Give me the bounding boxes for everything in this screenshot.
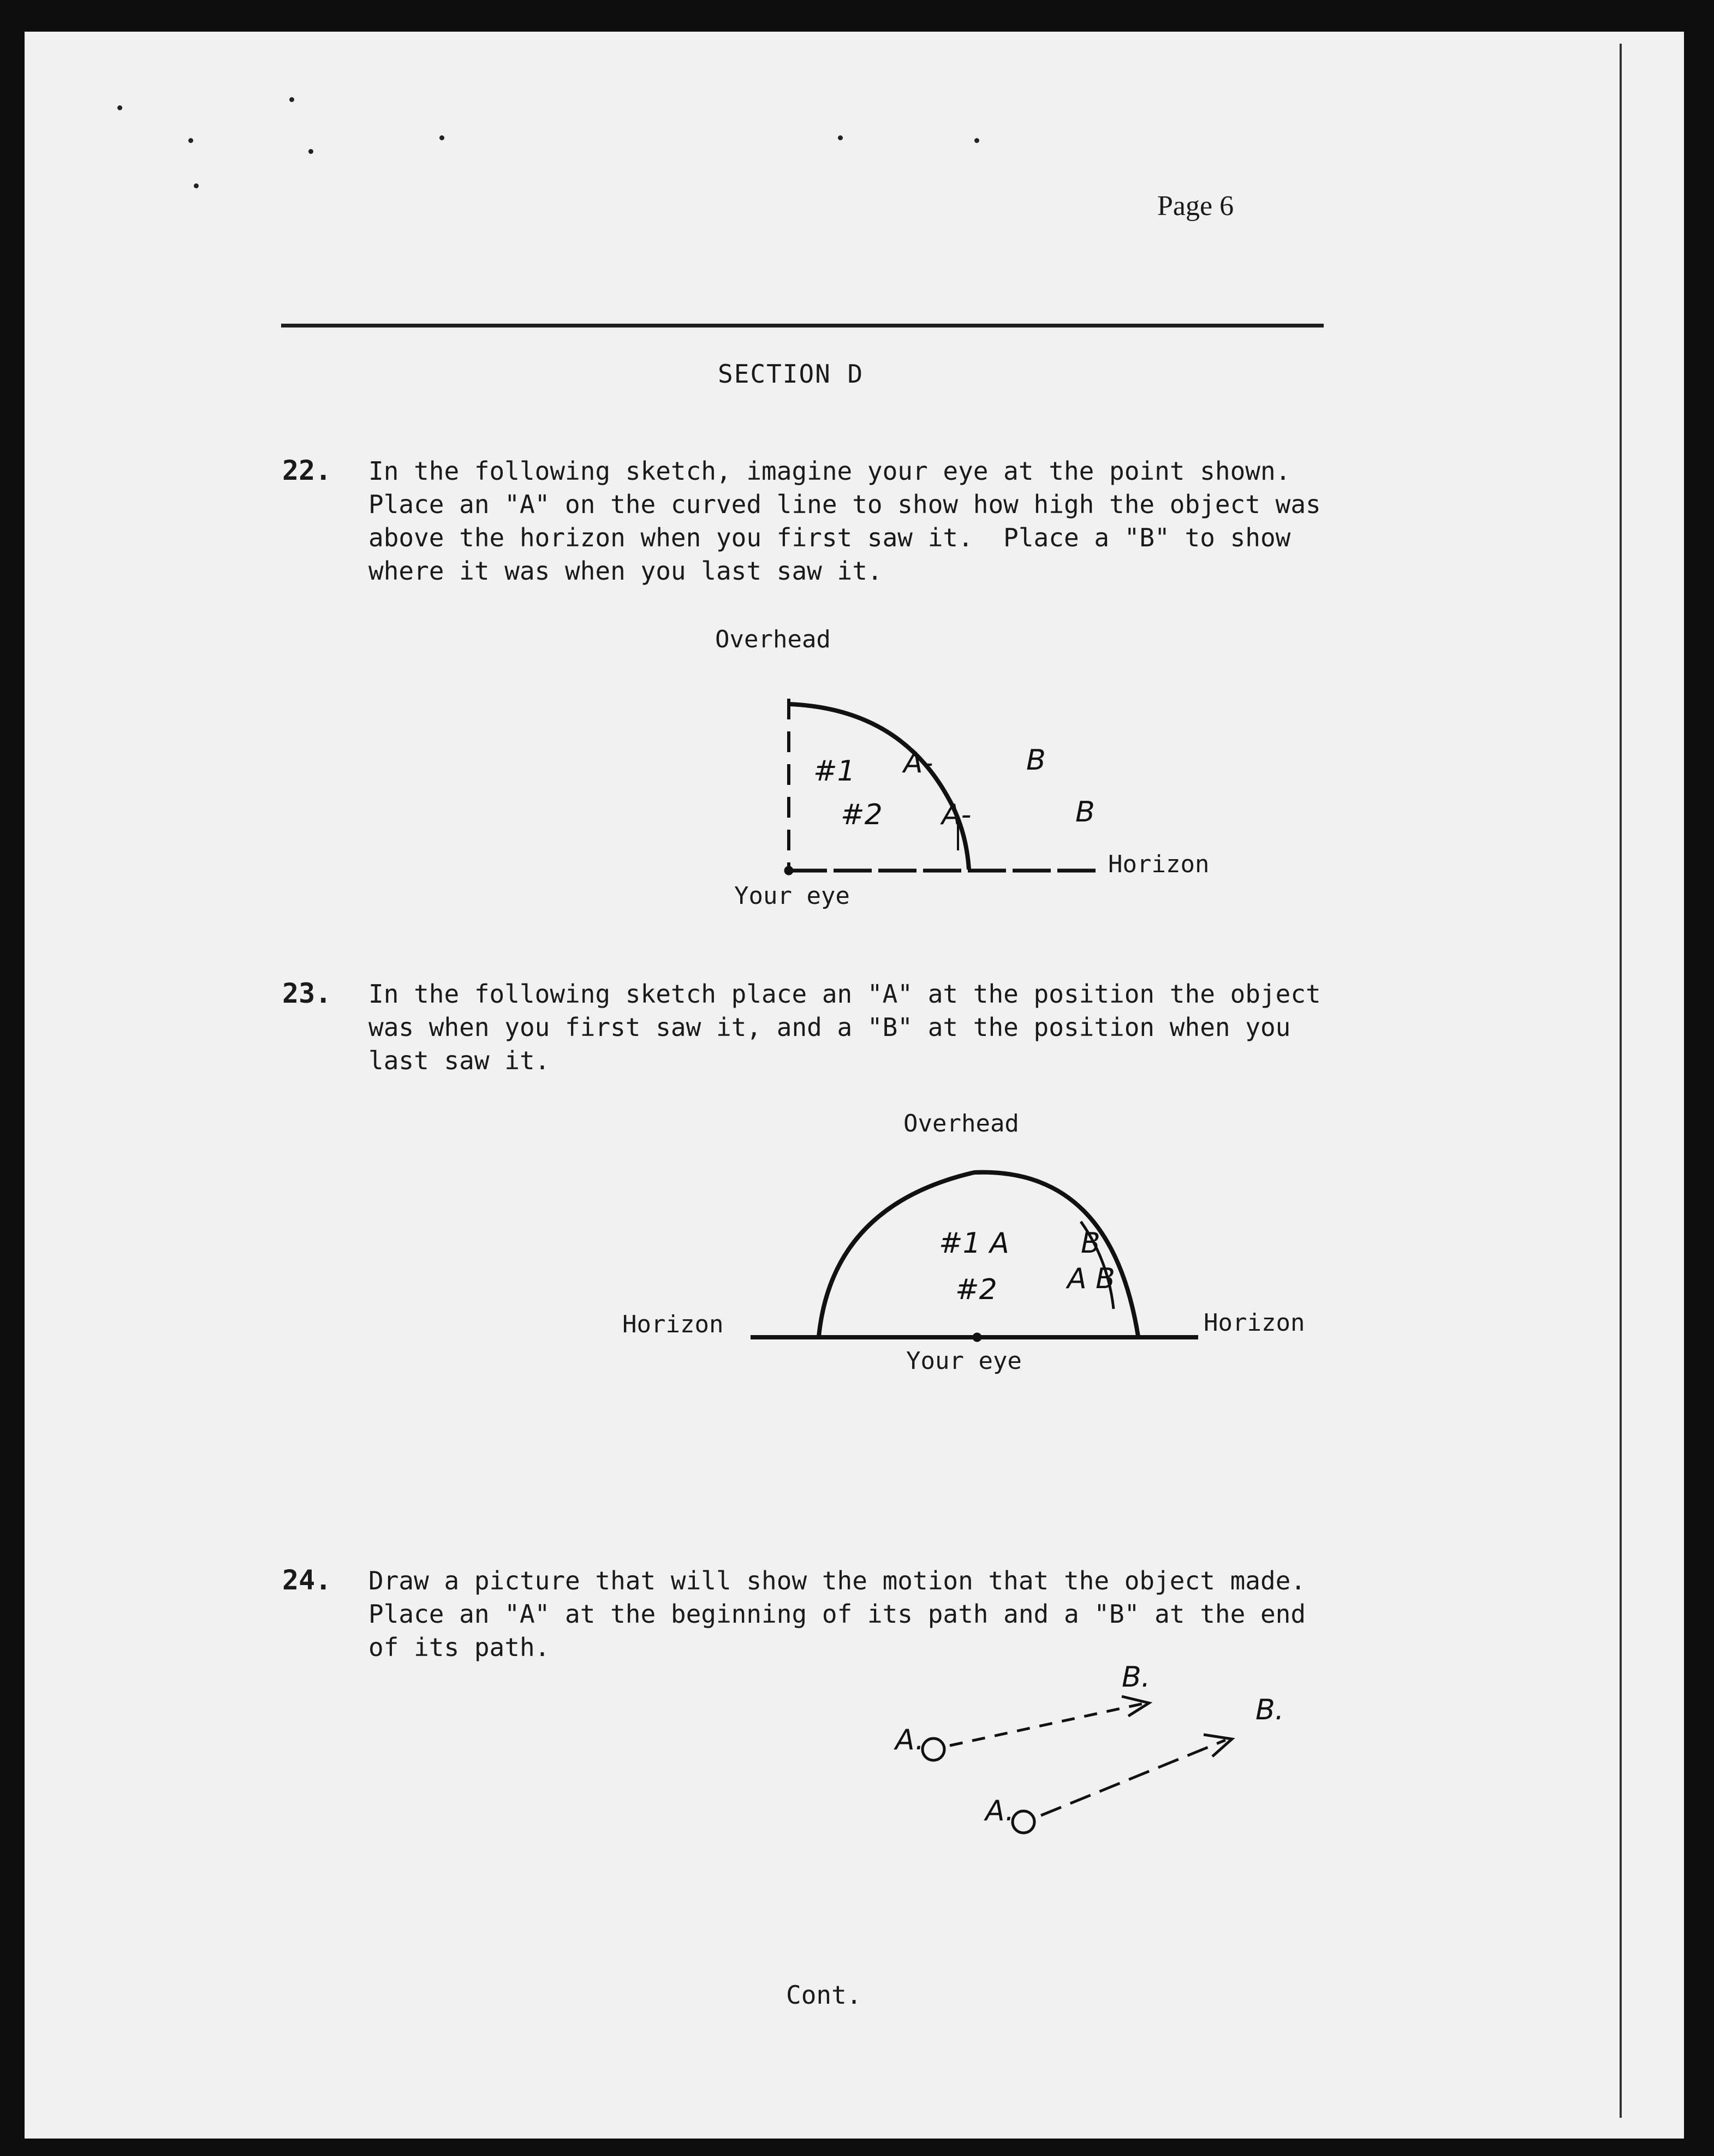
page-number: Page 6 [1157, 190, 1234, 222]
q23-handwritten-b: B [1081, 1227, 1100, 1260]
q24-path1-start-circle [923, 1738, 944, 1760]
q23-your-eye-label: Your eye [906, 1347, 1022, 1375]
q22-horizon-label: Horizon [1108, 850, 1210, 878]
q22-handwritten-a-2: A- [942, 799, 972, 831]
q24-path1-line [950, 1704, 1144, 1746]
q24-handwritten-a-2: A. [985, 1795, 1015, 1827]
q22-handwritten-mark-2: #2 [841, 799, 883, 831]
q23-horizon-right-label: Horizon [1204, 1309, 1305, 1337]
continued-footer: Cont. [786, 1980, 862, 2010]
q24-handwritten-b-1: B. [1122, 1661, 1151, 1694]
q23-eye-point [973, 1333, 981, 1342]
question-24-text: Draw a picture that will show the motion that the object made. Place an "A" at the beginning of its path and a "B" at the end of its path. [368, 1566, 1306, 1662]
question-22-text: In the following sketch, imagine your eye at the point shown. Place an "A" on the curved line to show how high the object was above the horizon when you first saw it. Place a "B" to show where it was when you last saw it. [368, 456, 1321, 586]
question-24-number: 24. [282, 1564, 332, 1596]
q22-eye-point [784, 866, 793, 875]
q22-handwritten-b-2: B [1075, 796, 1095, 829]
q22-overhead-label: Overhead [715, 626, 831, 653]
q23-handwritten-line-2: #2 [955, 1273, 997, 1306]
document-page [25, 32, 1684, 2139]
q24-path2-start-circle [1013, 1811, 1034, 1833]
q22-handwritten-a-1: A- [903, 747, 933, 779]
question-23-text: In the following sketch place an "A" at the position the object was when you first saw it, and a "B" at the position when you last saw it. [368, 979, 1321, 1075]
q23-horizon-left-label: Horizon [622, 1311, 724, 1338]
q22-handwritten-b-1: B [1026, 744, 1046, 777]
q24-drawing [923, 1696, 1232, 1833]
q24-handwritten-b-2: B. [1255, 1694, 1284, 1726]
q24-path2-arrowhead [1204, 1735, 1232, 1756]
question-22-number: 22. [282, 455, 332, 486]
q24-handwritten-a-1: A. [895, 1724, 925, 1756]
section-title: SECTION D [718, 359, 864, 389]
q22-handwritten-mark-1: #1 [813, 755, 855, 788]
q24-path2-line [1041, 1740, 1225, 1815]
sketch-drawings [25, 32, 1684, 2139]
q23-overhead-label: Overhead [903, 1110, 1019, 1137]
q22-your-eye-label: Your eye [734, 882, 850, 910]
question-23-number: 23. [282, 978, 332, 1009]
q23-handwritten-ab: A B [1067, 1262, 1115, 1295]
q23-handwritten-line-1: #1 A [939, 1227, 1009, 1260]
